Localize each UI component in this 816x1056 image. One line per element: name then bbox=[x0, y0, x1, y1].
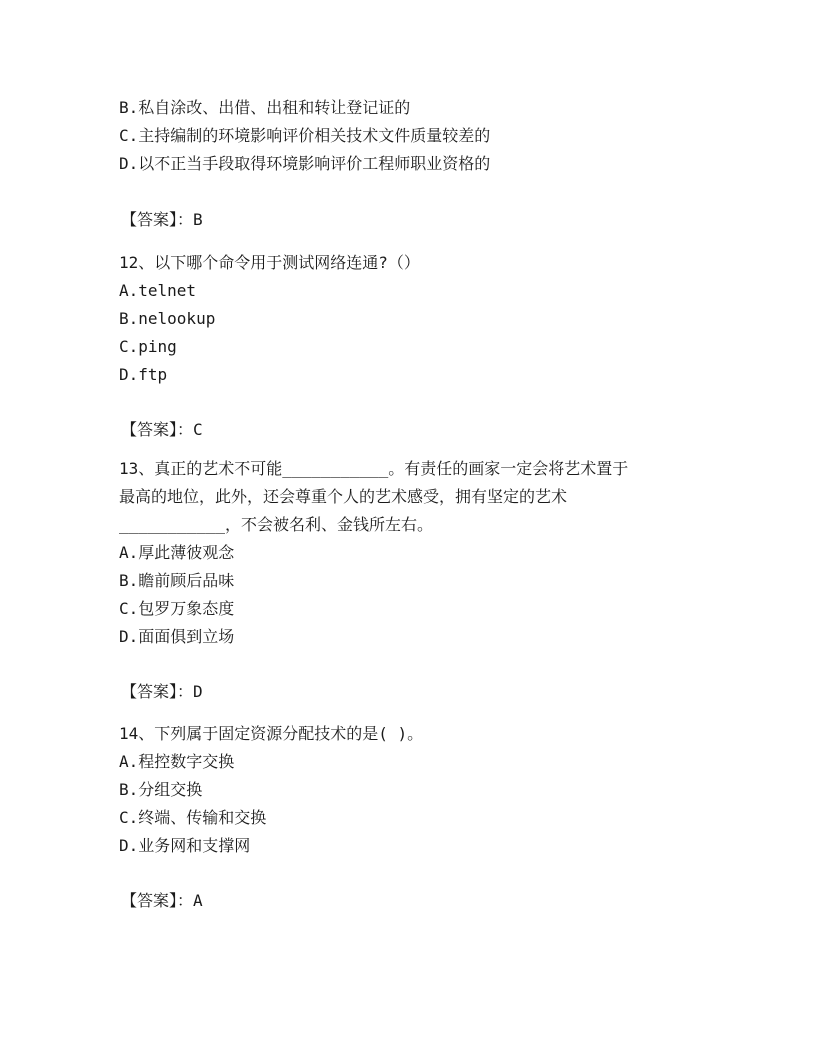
q11-option-b: B.私自涂改、出借、出租和转让登记证的 bbox=[119, 98, 411, 117]
q12-question: 12、以下哪个命令用于测试网络连通?（） bbox=[119, 253, 420, 272]
q11-option-c: C.主持编制的环境影响评价相关技术文件质量较差的 bbox=[119, 126, 491, 145]
q12-option-a: A.telnet bbox=[119, 281, 197, 300]
q11-answer: 【答案】：B bbox=[121, 210, 203, 229]
q13-question-line-3: ___________，不会被名利、金钱所左右。 bbox=[119, 515, 433, 534]
q13-option-d: D.面面俱到立场 bbox=[119, 627, 235, 646]
q13-option-a: A.厚此薄彼观念 bbox=[119, 543, 235, 562]
q14-option-a: A.程控数字交换 bbox=[119, 752, 235, 771]
q14-question: 14、下列属于固定资源分配技术的是( )。 bbox=[119, 724, 424, 743]
q14-option-d: D.业务网和支撑网 bbox=[119, 836, 251, 855]
q12-answer: 【答案】：C bbox=[121, 420, 203, 439]
q13-question-line-1: 13、真正的艺术不可能___________。有责任的画家一定会将艺术置于 bbox=[119, 459, 629, 478]
q14-option-c: C.终端、传输和交换 bbox=[119, 808, 267, 827]
q12-option-b: B.nelookup bbox=[119, 309, 216, 328]
q13-option-b: B.瞻前顾后品味 bbox=[119, 571, 235, 590]
q13-question-line-2: 最高的地位，此外，还会尊重个人的艺术感受，拥有坚定的艺术 bbox=[119, 487, 568, 506]
q14-option-b: B.分组交换 bbox=[119, 780, 203, 799]
q12-option-d: D.ftp bbox=[119, 365, 168, 384]
q11-option-d: D.以不正当手段取得环境影响评价工程师职业资格的 bbox=[119, 154, 491, 173]
q13-answer: 【答案】：D bbox=[121, 682, 203, 701]
q12-option-c: C.ping bbox=[119, 337, 177, 356]
q13-option-c: C.包罗万象态度 bbox=[119, 599, 235, 618]
q14-answer: 【答案】：A bbox=[121, 891, 203, 910]
